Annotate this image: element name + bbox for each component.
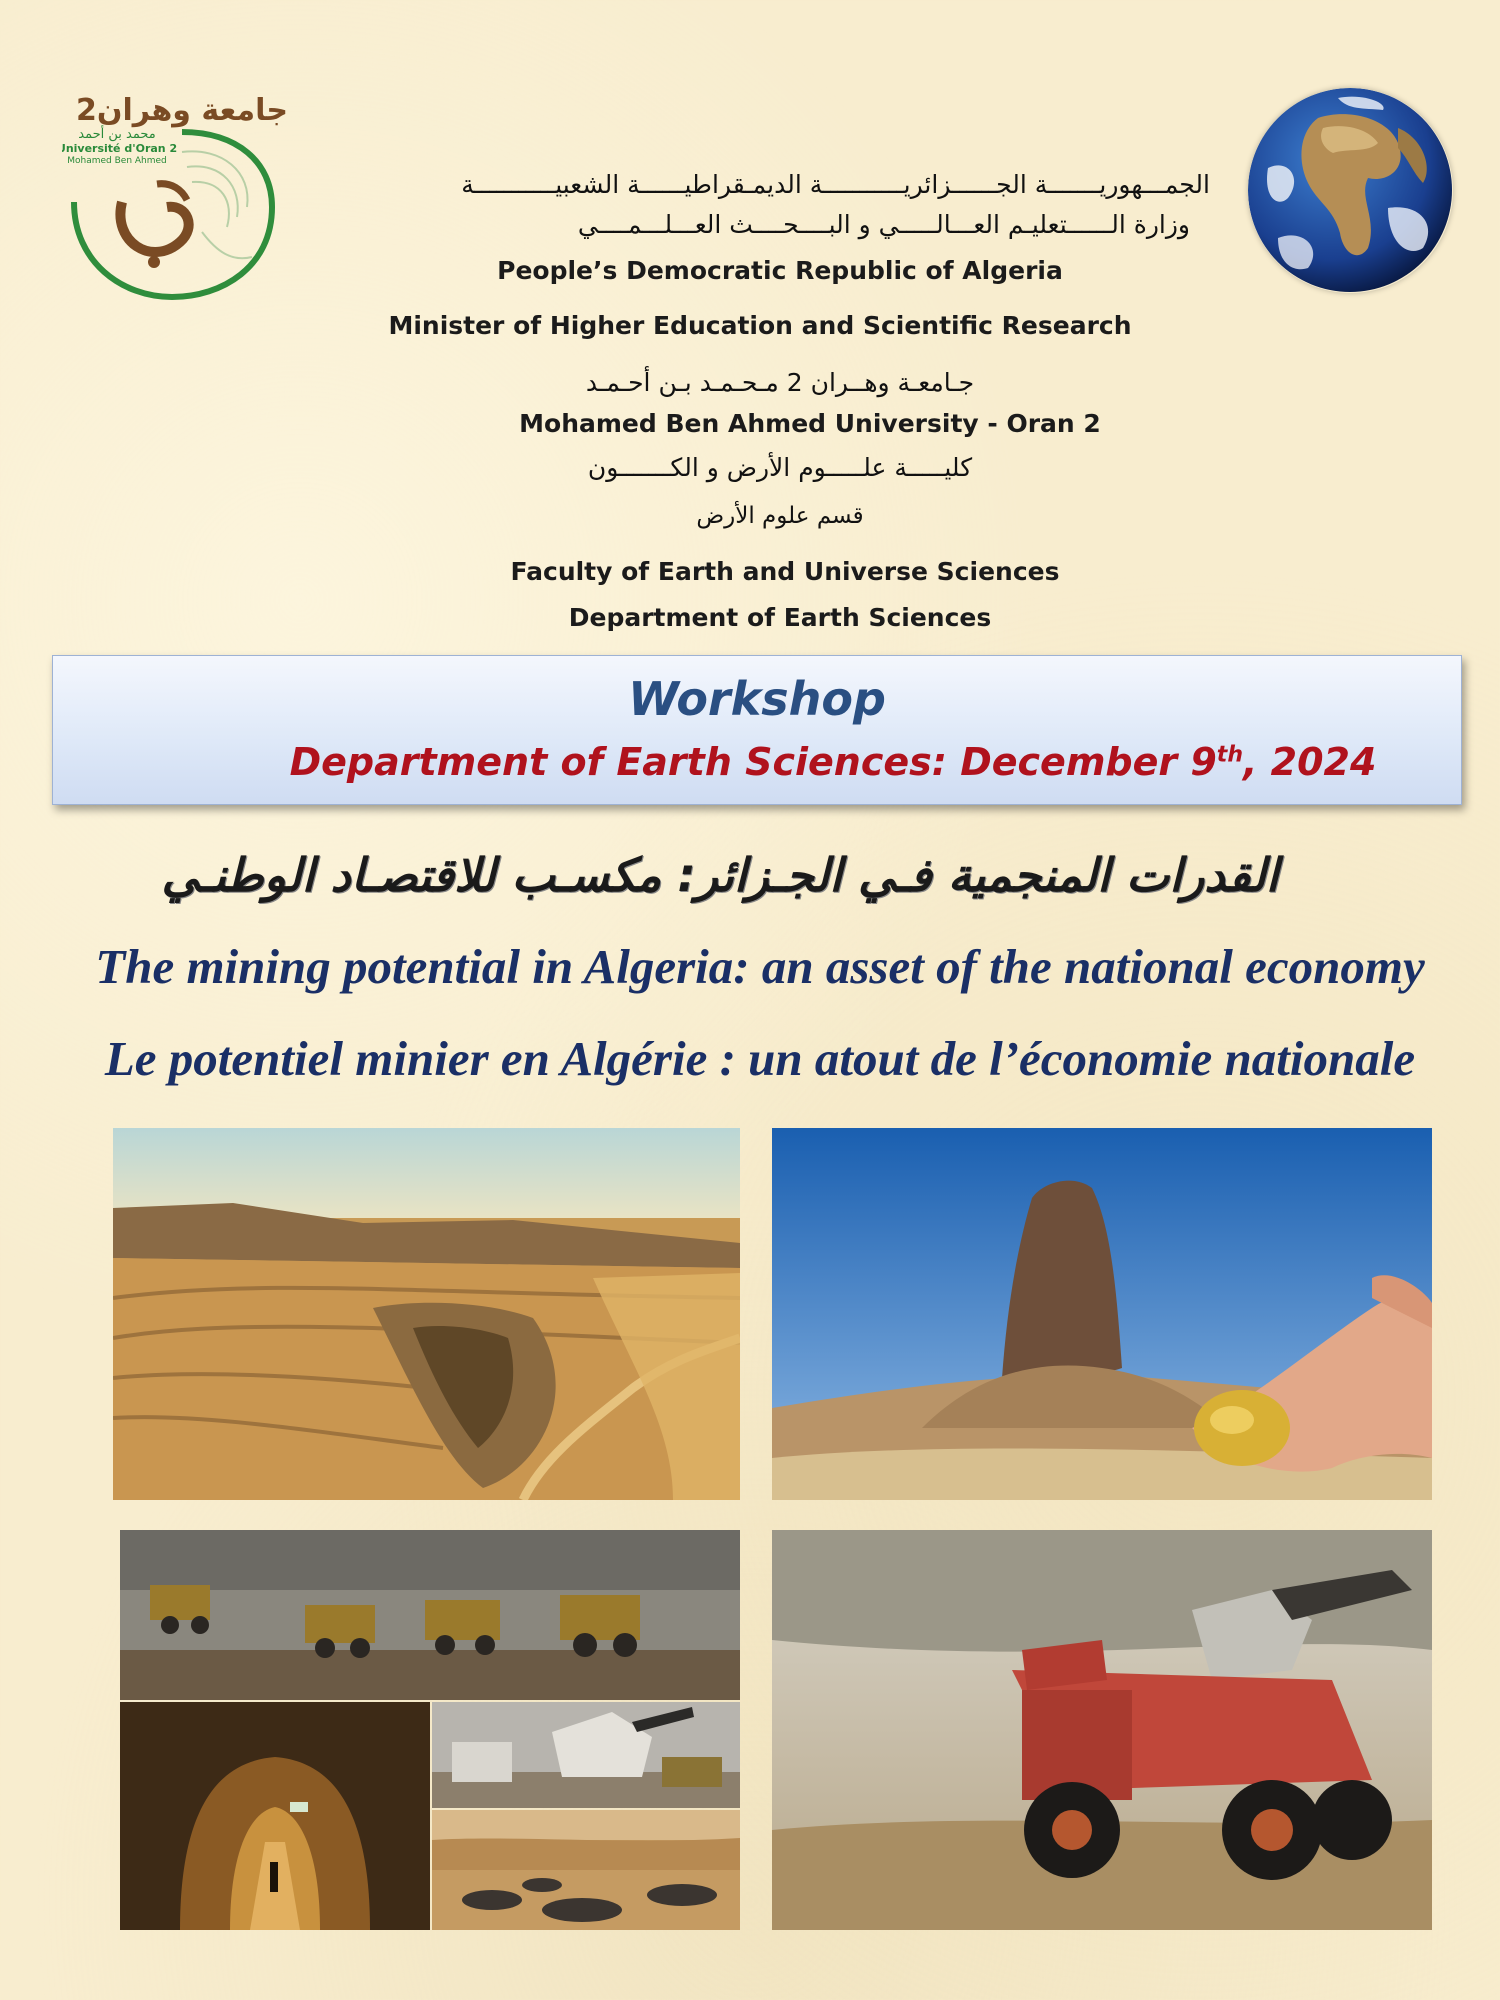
logo-arabic-sub: محمد بن أحمد xyxy=(78,127,156,142)
title-arabic: القدرات المنجمية فـي الجـزائر: مكسـب للاقتصـاد الوطنـي xyxy=(161,848,1279,902)
workshop-title: Workshop xyxy=(628,672,886,726)
arabic-ministry-name: وزارة الــــــتعليـم العـــالـــــي و البــــحــــث العـــلـــمــــي xyxy=(577,210,1190,239)
desert-landscape-photo xyxy=(432,1810,740,1930)
department-name-english: Department of Earth Sciences xyxy=(568,603,992,632)
mine-tunnel-photo xyxy=(120,1702,430,1930)
republic-name-english: People’s Democratic Republic of Algeria xyxy=(497,256,1063,285)
gold-nugget-desert-photo xyxy=(772,1128,1432,1500)
workshop-date-ordinal: th xyxy=(1216,742,1243,768)
faculty-name-english: Faculty of Earth and Universe Sciences xyxy=(510,557,1060,586)
workshop-date-suffix: , 2024 xyxy=(1242,740,1377,784)
university-name-arabic: جـامعـة وهــران 2 مـحـمـد بـن أحـمـد xyxy=(585,368,975,397)
university-name-english: Mohamed Ben Ahmed University - Oran 2 xyxy=(519,409,1101,438)
logo-french-name: Université d'Oran 2 xyxy=(62,142,178,155)
logo-arabic-name: جامعة وهران2 xyxy=(76,93,288,128)
department-name-arabic: قسم علوم الأرض xyxy=(696,503,864,529)
title-french: Le potentiel minier en Algérie : un atout de l’économie nationale xyxy=(104,1031,1416,1086)
workshop-date-line xyxy=(133,740,1500,784)
title-english: The mining potential in Algeria: an asset of the national economy xyxy=(95,939,1425,994)
logo-english-name: Mohamed Ben Ahmed xyxy=(67,156,167,166)
excavator-loading-photo xyxy=(432,1702,740,1808)
workshop-banner xyxy=(52,655,1462,805)
workshop-date-prefix: Department of Earth Sciences: December 9 xyxy=(289,740,1217,784)
red-dump-truck-photo xyxy=(772,1530,1432,1930)
faculty-name-arabic: كليـــــة علـــــوم الأرض و الكـــــــون xyxy=(587,453,973,482)
university-logo xyxy=(62,92,294,302)
earth-globe-image xyxy=(1248,88,1453,293)
arabic-republic-name: الجمـــهوريـــــــة الجــــــزائريـــــــــــة الديمـقراطيــــــة الشعبيـــــــــــة xyxy=(461,170,1210,199)
open-pit-mine-photo xyxy=(113,1128,740,1500)
haul-trucks-photo xyxy=(120,1530,740,1700)
ministry-name-english: Minister of Higher Education and Scientific Research xyxy=(388,311,1132,340)
